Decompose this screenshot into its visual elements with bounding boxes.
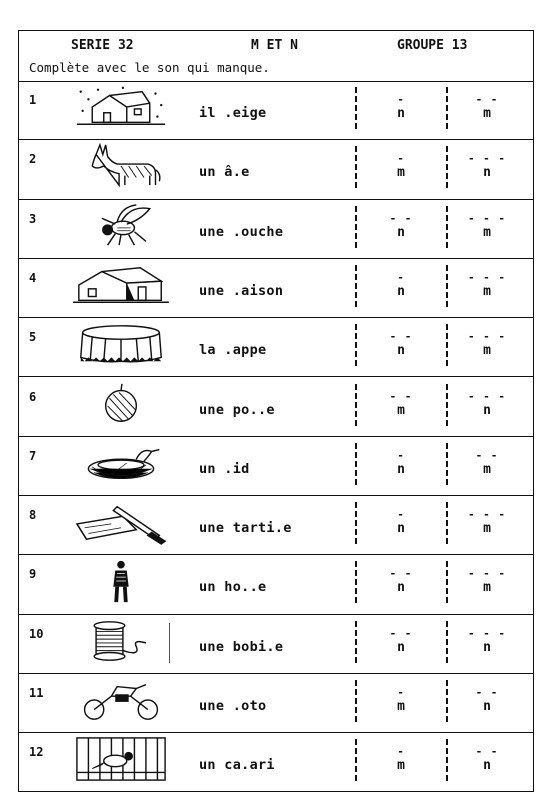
option-2[interactable]	[467, 332, 507, 358]
syllable-dots: -	[397, 448, 405, 462]
option-letter: m	[397, 758, 405, 774]
option-1[interactable]	[381, 211, 421, 240]
word-to-complete: un ho..e	[199, 579, 267, 596]
syllable-dots: - - -	[467, 330, 507, 344]
column-divider	[446, 384, 448, 426]
option-1[interactable]	[381, 569, 421, 595]
option-1[interactable]	[381, 154, 421, 180]
syllable-dots: -	[397, 270, 405, 284]
exercise-row	[19, 200, 533, 259]
sound-title: M ET N	[251, 38, 298, 53]
exercise-row	[19, 81, 533, 140]
option-1[interactable]	[381, 332, 421, 358]
option-letter: n	[483, 402, 491, 418]
tablecloth-icon	[71, 321, 171, 367]
exercise-row	[19, 259, 533, 318]
option-letter: m	[483, 461, 491, 477]
option-letter: n	[397, 106, 405, 121]
column-divider	[355, 502, 357, 544]
row-number: 1	[29, 93, 37, 107]
row-number: 8	[29, 508, 37, 523]
option-letter: n	[397, 639, 405, 655]
row-number: 11	[29, 686, 44, 700]
option-2[interactable]	[467, 747, 507, 773]
syllable-dots: -	[397, 508, 405, 522]
word-to-complete: une .aison	[199, 282, 284, 299]
exercise-row	[19, 378, 533, 437]
option-1[interactable]	[381, 389, 421, 418]
column-divider	[446, 739, 448, 781]
word-to-complete: il .eige	[199, 105, 267, 121]
option-letter: n	[483, 758, 491, 774]
column-divider	[446, 502, 448, 544]
row-number: 5	[29, 330, 37, 345]
column-divider	[446, 324, 448, 366]
word-to-complete: une bobi.e	[199, 638, 284, 655]
column-divider	[355, 739, 357, 781]
row-number: 10	[29, 626, 44, 641]
word-to-complete: une tarti.e	[199, 520, 292, 537]
syllable-dots: -	[397, 745, 405, 759]
option-2[interactable]	[467, 270, 507, 299]
column-divider	[446, 680, 448, 722]
word-to-complete: un ca.ari	[199, 757, 275, 774]
option-letter: n	[397, 521, 405, 537]
option-1[interactable]	[381, 95, 421, 121]
syllable-dots: - -	[389, 626, 413, 640]
spool-icon	[71, 618, 171, 664]
syllable-dots: - - -	[467, 152, 507, 166]
exercise-row	[19, 555, 533, 614]
row-number: 9	[29, 567, 37, 582]
motorbike-icon	[71, 677, 171, 723]
column-divider	[355, 384, 357, 426]
option-2[interactable]	[467, 569, 507, 595]
word-to-complete: la .appe	[199, 342, 267, 359]
column-divider	[355, 561, 357, 603]
exercise-row	[19, 674, 533, 733]
worksheet-header	[19, 31, 533, 82]
column-divider	[355, 621, 357, 663]
option-letter: m	[483, 521, 491, 537]
option-2[interactable]	[467, 154, 507, 180]
instruction-text: Complète avec le son qui manque.	[29, 60, 270, 75]
man-icon	[71, 558, 171, 604]
column-divider	[446, 206, 448, 248]
exercise-row	[19, 733, 533, 792]
option-1[interactable]	[381, 688, 421, 714]
option-letter: n	[483, 639, 491, 655]
syllable-dots: - -	[475, 686, 499, 699]
syllable-dots: - -	[389, 389, 413, 403]
option-2[interactable]	[467, 211, 507, 240]
column-divider	[355, 146, 357, 188]
column-divider	[355, 265, 357, 307]
syllable-dots: - -	[389, 567, 413, 581]
word-to-complete: un â.e	[199, 164, 250, 181]
row-number: 12	[29, 745, 44, 760]
apple-icon	[71, 381, 171, 427]
column-divider	[446, 146, 448, 188]
option-1[interactable]	[381, 510, 421, 536]
syllable-dots: -	[397, 686, 405, 699]
snowy-house-icon	[71, 84, 171, 130]
column-divider	[355, 324, 357, 366]
syllable-dots: - - -	[467, 567, 507, 581]
syllable-dots: - - -	[467, 626, 507, 640]
option-letter: n	[397, 283, 405, 299]
canary-cage-icon	[71, 736, 171, 782]
option-1[interactable]	[381, 626, 421, 655]
column-divider	[355, 87, 357, 129]
syllable-dots: -	[397, 93, 405, 106]
exercise-row	[19, 615, 533, 674]
option-letter: m	[397, 402, 405, 418]
group-title: GROUPE 13	[397, 38, 468, 53]
exercise-row	[19, 318, 533, 377]
column-divider	[355, 206, 357, 248]
option-2[interactable]	[467, 626, 507, 655]
word-to-complete: un .id	[199, 460, 250, 477]
house-icon	[71, 262, 171, 308]
word-to-complete: une po..e	[199, 401, 275, 418]
option-letter: n	[483, 165, 491, 181]
option-1[interactable]	[381, 747, 421, 773]
option-letter: n	[397, 343, 405, 359]
syllable-dots: - -	[475, 448, 499, 462]
donkey-icon	[71, 143, 171, 189]
row-number: 7	[29, 448, 37, 463]
syllable-dots: - -	[475, 745, 499, 759]
row-number: 4	[29, 270, 37, 285]
syllable-dots: - - -	[467, 389, 507, 403]
syllable-dots: - - -	[467, 211, 507, 225]
option-2[interactable]	[467, 688, 507, 714]
row-number: 6	[29, 389, 37, 404]
syllable-dots: - - -	[467, 270, 507, 284]
row-number: 3	[29, 211, 37, 226]
option-letter: m	[397, 699, 405, 714]
word-to-complete: une .ouche	[199, 223, 284, 240]
option-2[interactable]	[467, 510, 507, 536]
word-to-complete: une .oto	[199, 698, 267, 714]
option-1[interactable]	[381, 270, 421, 299]
serie-title: SERIE 32	[71, 38, 134, 53]
option-1[interactable]	[381, 448, 421, 477]
exercise-row	[19, 496, 533, 555]
option-letter: n	[483, 699, 491, 714]
exercise-row	[19, 140, 533, 199]
column-divider	[446, 443, 448, 485]
worksheet	[18, 30, 534, 792]
option-letter: m	[483, 343, 491, 359]
option-letter: m	[483, 224, 491, 240]
column-divider	[446, 265, 448, 307]
column-divider	[446, 561, 448, 603]
option-2[interactable]	[467, 95, 507, 121]
syllable-dots: - - -	[467, 508, 507, 522]
option-letter: m	[397, 165, 405, 181]
option-2[interactable]	[467, 389, 507, 418]
column-divider	[355, 443, 357, 485]
column-divider	[446, 87, 448, 129]
option-letter: n	[397, 461, 405, 477]
row-number: 2	[29, 152, 37, 167]
nest-icon	[71, 440, 171, 486]
syllable-dots: - -	[389, 211, 413, 225]
divider	[169, 623, 170, 663]
option-letter: m	[483, 106, 491, 121]
option-2[interactable]	[467, 448, 507, 477]
syllable-dots: - -	[389, 330, 413, 344]
syllable-dots: - -	[475, 93, 499, 106]
option-letter: n	[397, 224, 405, 240]
option-letter: m	[483, 580, 491, 596]
exercise-row	[19, 437, 533, 496]
fly-icon	[71, 203, 171, 249]
syllable-dots: -	[397, 152, 405, 166]
bread-knife-icon	[71, 499, 171, 545]
option-letter: m	[483, 283, 491, 299]
column-divider	[446, 621, 448, 663]
option-letter: n	[397, 580, 405, 596]
column-divider	[355, 680, 357, 722]
